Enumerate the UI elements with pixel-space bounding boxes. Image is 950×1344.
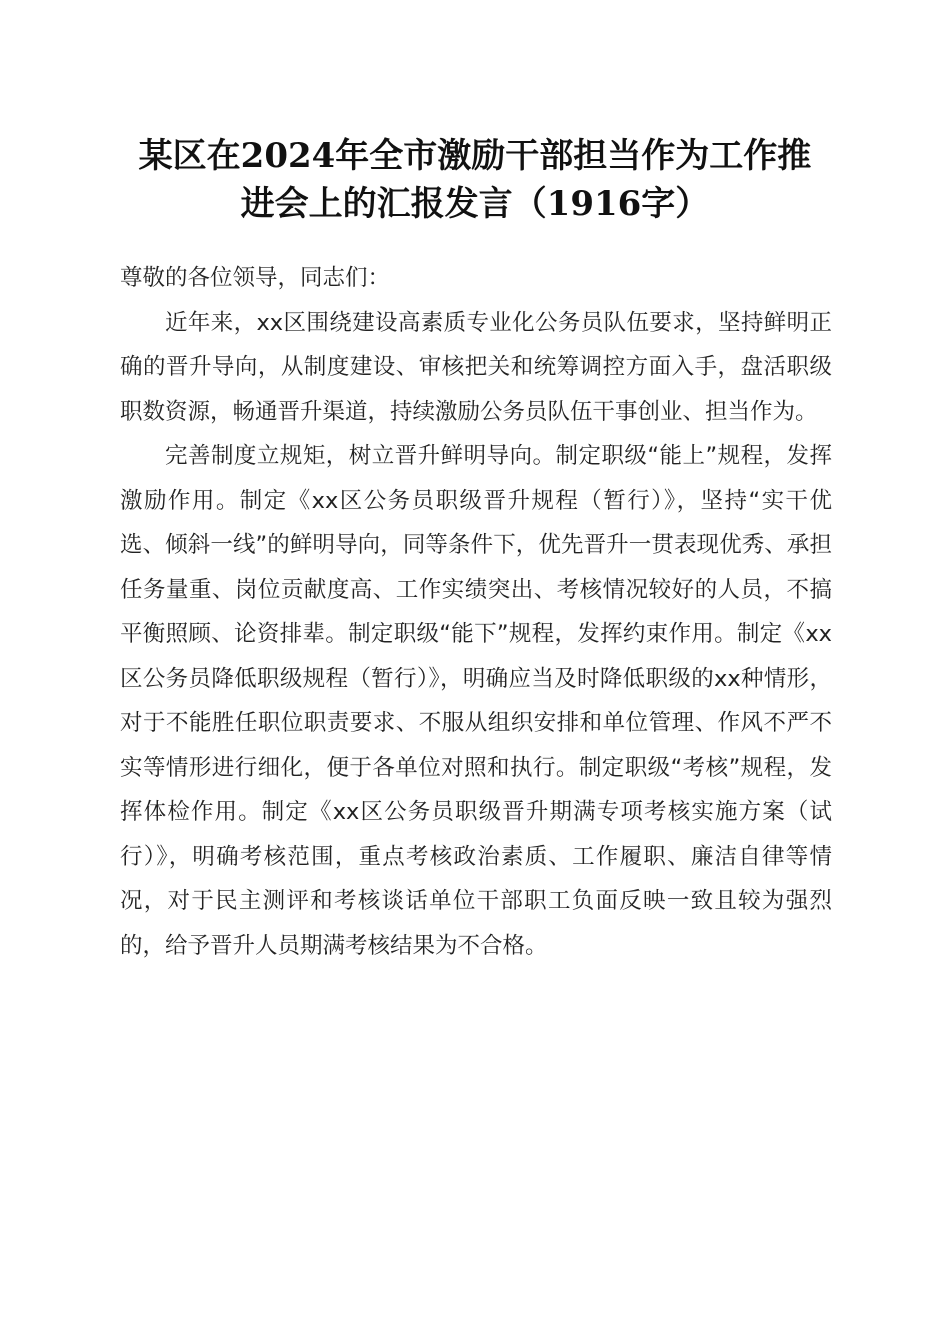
salutation: 尊敬的各位领导，同志们： [120, 265, 391, 291]
title-line-2: 进会上的汇报发言（1916字） [240, 184, 710, 224]
document-title [110, 132, 840, 228]
title-line-1: 某区在2024年全市激励干部担当作为工作推 [138, 136, 812, 176]
paragraph-system: 完善制度立规矩，树立晋升鲜明导向。制定职级“能上”规程，发挥激励作用。制定《xx区公务员职级晋升规程（暂行）》，坚持“实干优选、倾斜一线”的鲜明导向，同等条件下，优先晋升一贯表现优秀、承担任务量重、岗位贡献度高、工作实绩突出、考核情况较好的人员，不搞平衡照顾、论资排辈。制定职级“能下”规程，发挥约束作用。制定《xx区公务员降低职级规程（暂行）》，明确应当及时降低职级的xx种情形，对于不能胜任职位职责要求、不服从组织安排和单位管理、作风不严不实等情形进行细化，便于各单位对照和执行。制定职级“考核”规程，发挥体检作用。制定《xx区公务员职级晋升期满专项考核实施方案（试行）》，明确考核范围，重点考核政治素质、工作履职、廉洁自律等情况，对于民主测评和考核谈话单位干部职工负面反映一致且较为强烈的，给予晋升人员期满考核结果为不合格。 [120, 443, 832, 959]
document-body [120, 256, 832, 968]
paragraph-intro: 近年来，xx区围绕建设高素质专业化公务员队伍要求，坚持鲜明正确的晋升导向，从制度建设、审核把关和统筹调控方面入手，盘活职级职数资源，畅通晋升渠道，持续激励公务员队伍干事创业、担当作为。 [120, 309, 832, 425]
